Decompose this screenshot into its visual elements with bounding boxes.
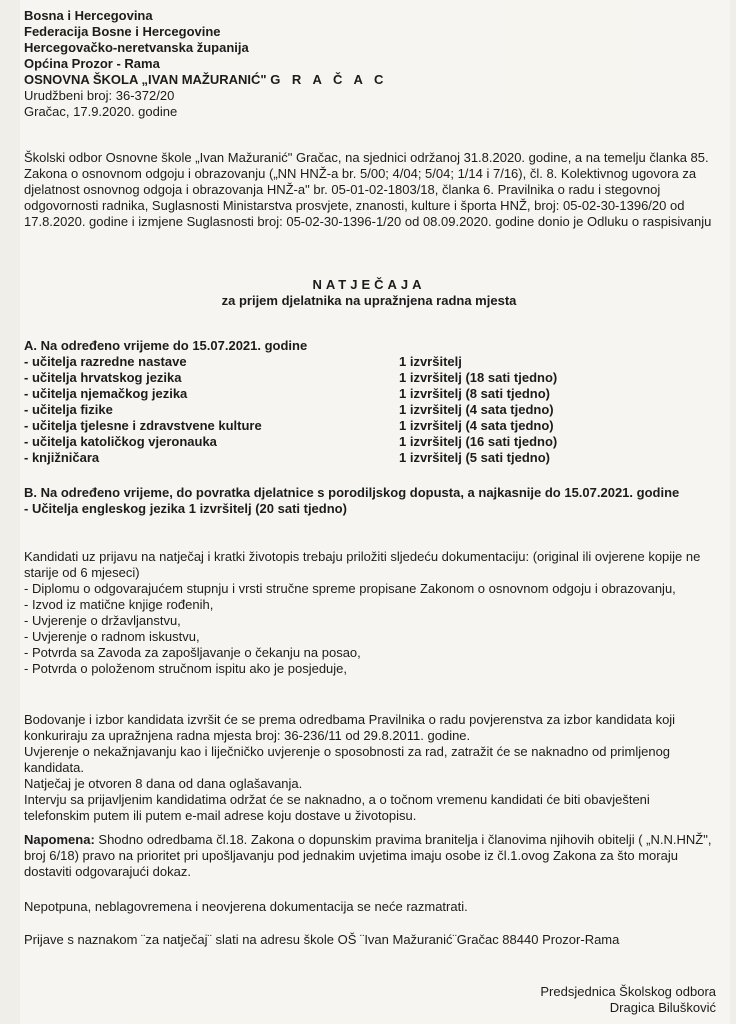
intro-paragraph: Školski odbor Osnovne škole „Ivan Mažuranić" Gračac, na sjednici održanoj 31.8.2020. godine, a na temelju članka 85. Zakona o osnovnom odgoju i obrazovanju („NN HNŽ-a br. 5/00; 4/04; 5/04; 1/14 i 7/16), čl. 8. Kolektivnog ugovora za djelatnost osnovnog odgoja i obrazovanja HNŽ-a" br. 05-01-02-1803/18, članka 6. Pravilnika o radu i stegovnoj odgovornosti radnika, Suglasnosti Ministarstva prosvjete, znanosti, kulture i športa HNŽ, broj: 05-02-30-1396/20 od 17.8.2020. godine i izmjene Suglasnosti broj: 05-02-30-1396-1/20 od 08.09.2020. godine donio je Odluku o raspisivanju: [24, 150, 712, 229]
position-count: 1 izvršitelj (4 sata tjedno): [399, 402, 554, 417]
note-paragraph: [24, 832, 714, 880]
school-place: G R A Č A C: [270, 72, 388, 87]
position-count: 1 izvršitelj: [399, 354, 462, 369]
list-item: - Potvrda o položenom stručnom ispitu ako je posjeduje,: [24, 661, 348, 676]
position-count: 1 izvršitelj (4 sata tjedno): [399, 418, 554, 433]
procedure-line: Uvjerenje o nekažnjavanju kao i liječničko uvjerenje o sposobnosti za rad, zatražit će se naknadno od primljenog kandidata.: [24, 744, 671, 775]
school-name-line: [24, 72, 387, 88]
letterhead: [24, 8, 387, 120]
position-name: - učitelja tjelesne i zdravstvene kulture: [24, 418, 262, 433]
position-name: - učitelja razredne nastave: [24, 354, 187, 369]
position-count: 1 izvršitelj (8 sati tjedno): [399, 386, 550, 401]
section-b-position: - Učitelja engleskog jezika 1 izvršitelj (20 sati tjedno): [24, 501, 347, 516]
signatory-name: Dragica Bilušković: [609, 1000, 716, 1015]
section-b: [24, 485, 714, 517]
position-name: - učitelja hrvatskog jezika: [24, 370, 182, 385]
position-row: [24, 370, 714, 386]
section-b-heading: B. Na određeno vrijeme, do povratka djelatnice s porodiljskog dopusta, a najkasnije do 15.07.2021. godine: [24, 485, 680, 500]
position-name: - učitelja katoličkog vjeronauka: [24, 434, 217, 449]
section-a: [24, 338, 714, 466]
note-label: Napomena:: [24, 832, 95, 847]
signature-block: [540, 984, 716, 1016]
position-name: - knjižničara: [24, 450, 100, 465]
document-date: Gračac, 17.9.2020. godine: [24, 104, 178, 119]
title-sub: za prijem djelatnika na upražnjena radna mjesta: [221, 293, 517, 308]
school-name: OSNOVNA ŠKOLA „IVAN MAŽURANIĆ": [24, 72, 267, 87]
procedure-line: Intervju sa prijavljenim kandidatima održat će se naknadno, a o točnom vremenu kandidati će biti obavješteni telefonskim putem ili putem e-mail adrese koju dostave u životopisu.: [24, 792, 650, 823]
list-item: - Uvjerenje o radnom iskustvu,: [24, 629, 200, 644]
header-line: Općina Prozor - Rama: [24, 56, 160, 71]
job-vacancy-notice: [20, 0, 730, 1024]
position-row: [24, 434, 714, 450]
section-a-heading: A. Na određeno vrijeme do 15.07.2021. godine: [24, 338, 308, 353]
list-item: - Potvrda sa Zavoda za zapošljavanje o čekanju na posao,: [24, 645, 361, 660]
signatory-role: Predsjednica Školskog odbora: [540, 984, 716, 999]
position-count: 1 izvršitelj (16 sati tjedno): [399, 434, 558, 449]
registry-number: Urudžbeni broj: 36-372/20: [24, 88, 175, 103]
documents-intro: Kandidati uz prijavu na natječaj i kratki životopis trebaju priložiti sljedeću dokumentaciju: (original ili ovjerene kopije ne starije od 6 mjeseci): [24, 549, 701, 580]
position-row: [24, 402, 714, 418]
position-row: [24, 418, 714, 434]
header-line: Bosna i Hercegovina: [24, 8, 153, 23]
incomplete-docs-note: Nepotpuna, neblagovremena i neovjerena dokumentacija se neće razmatrati.: [24, 899, 468, 914]
position-row: [24, 450, 714, 466]
position-row: [24, 386, 714, 402]
note-text: Shodno odredbama čl.18. Zakona o dopunskim pravima branitelja i članovima njihovih obitelji ( „N.N.HNŽ", broj 6/18) pravo na prioritet pri upošljavanju pod jednakim uvjetima imaju osobe iz čl.1.ovog Zakona za što moraju dostaviti odgovarajući dokaz.: [24, 832, 712, 879]
list-item: - Izvod iz matične knjige rođenih,: [24, 597, 214, 612]
application-address: Prijave s naznakom ¨za natječaj¨ slati na adresu škole OŠ ¨Ivan Mažuranić¨Gračac 88440 Prozor-Rama: [24, 932, 620, 947]
procedure-line: Natječaj je otvoren 8 dana od dana oglašavanja.: [24, 776, 303, 791]
header-line: Federacija Bosne i Hercegovine: [24, 24, 221, 39]
position-count: 1 izvršitelj (5 sati tjedno): [399, 450, 550, 465]
position-count: 1 izvršitelj (18 sati tjedno): [399, 370, 558, 385]
list-item: - Uvjerenje o državljanstvu,: [24, 613, 181, 628]
procedure-line: Bodovanje i izbor kandidata izvršit će se prema odredbama Pravilnika o radu povjerenstva za izbor kandidata koji konkuriraju za upražnjena radna mjesta broj: 36-236/11 od 29.8.2011. godine.: [24, 712, 676, 743]
title-main: NATJEČAJA: [312, 277, 426, 292]
position-name: - učitelja njemačkog jezika: [24, 386, 188, 401]
list-item: - Diplomu o odgovarajućem stupnju i vrsti stručne spreme propisane Zakonom o osnovnom odgoju i obrazovanju,: [24, 581, 676, 596]
position-row: [24, 354, 714, 370]
header-line: Hercegovačko-neretvanska županija: [24, 40, 249, 55]
documents-list: [24, 581, 714, 677]
notice-title: [24, 277, 714, 309]
procedure-paragraph: [24, 712, 714, 824]
required-documents: [24, 549, 714, 677]
position-name: - učitelja fizike: [24, 402, 113, 417]
